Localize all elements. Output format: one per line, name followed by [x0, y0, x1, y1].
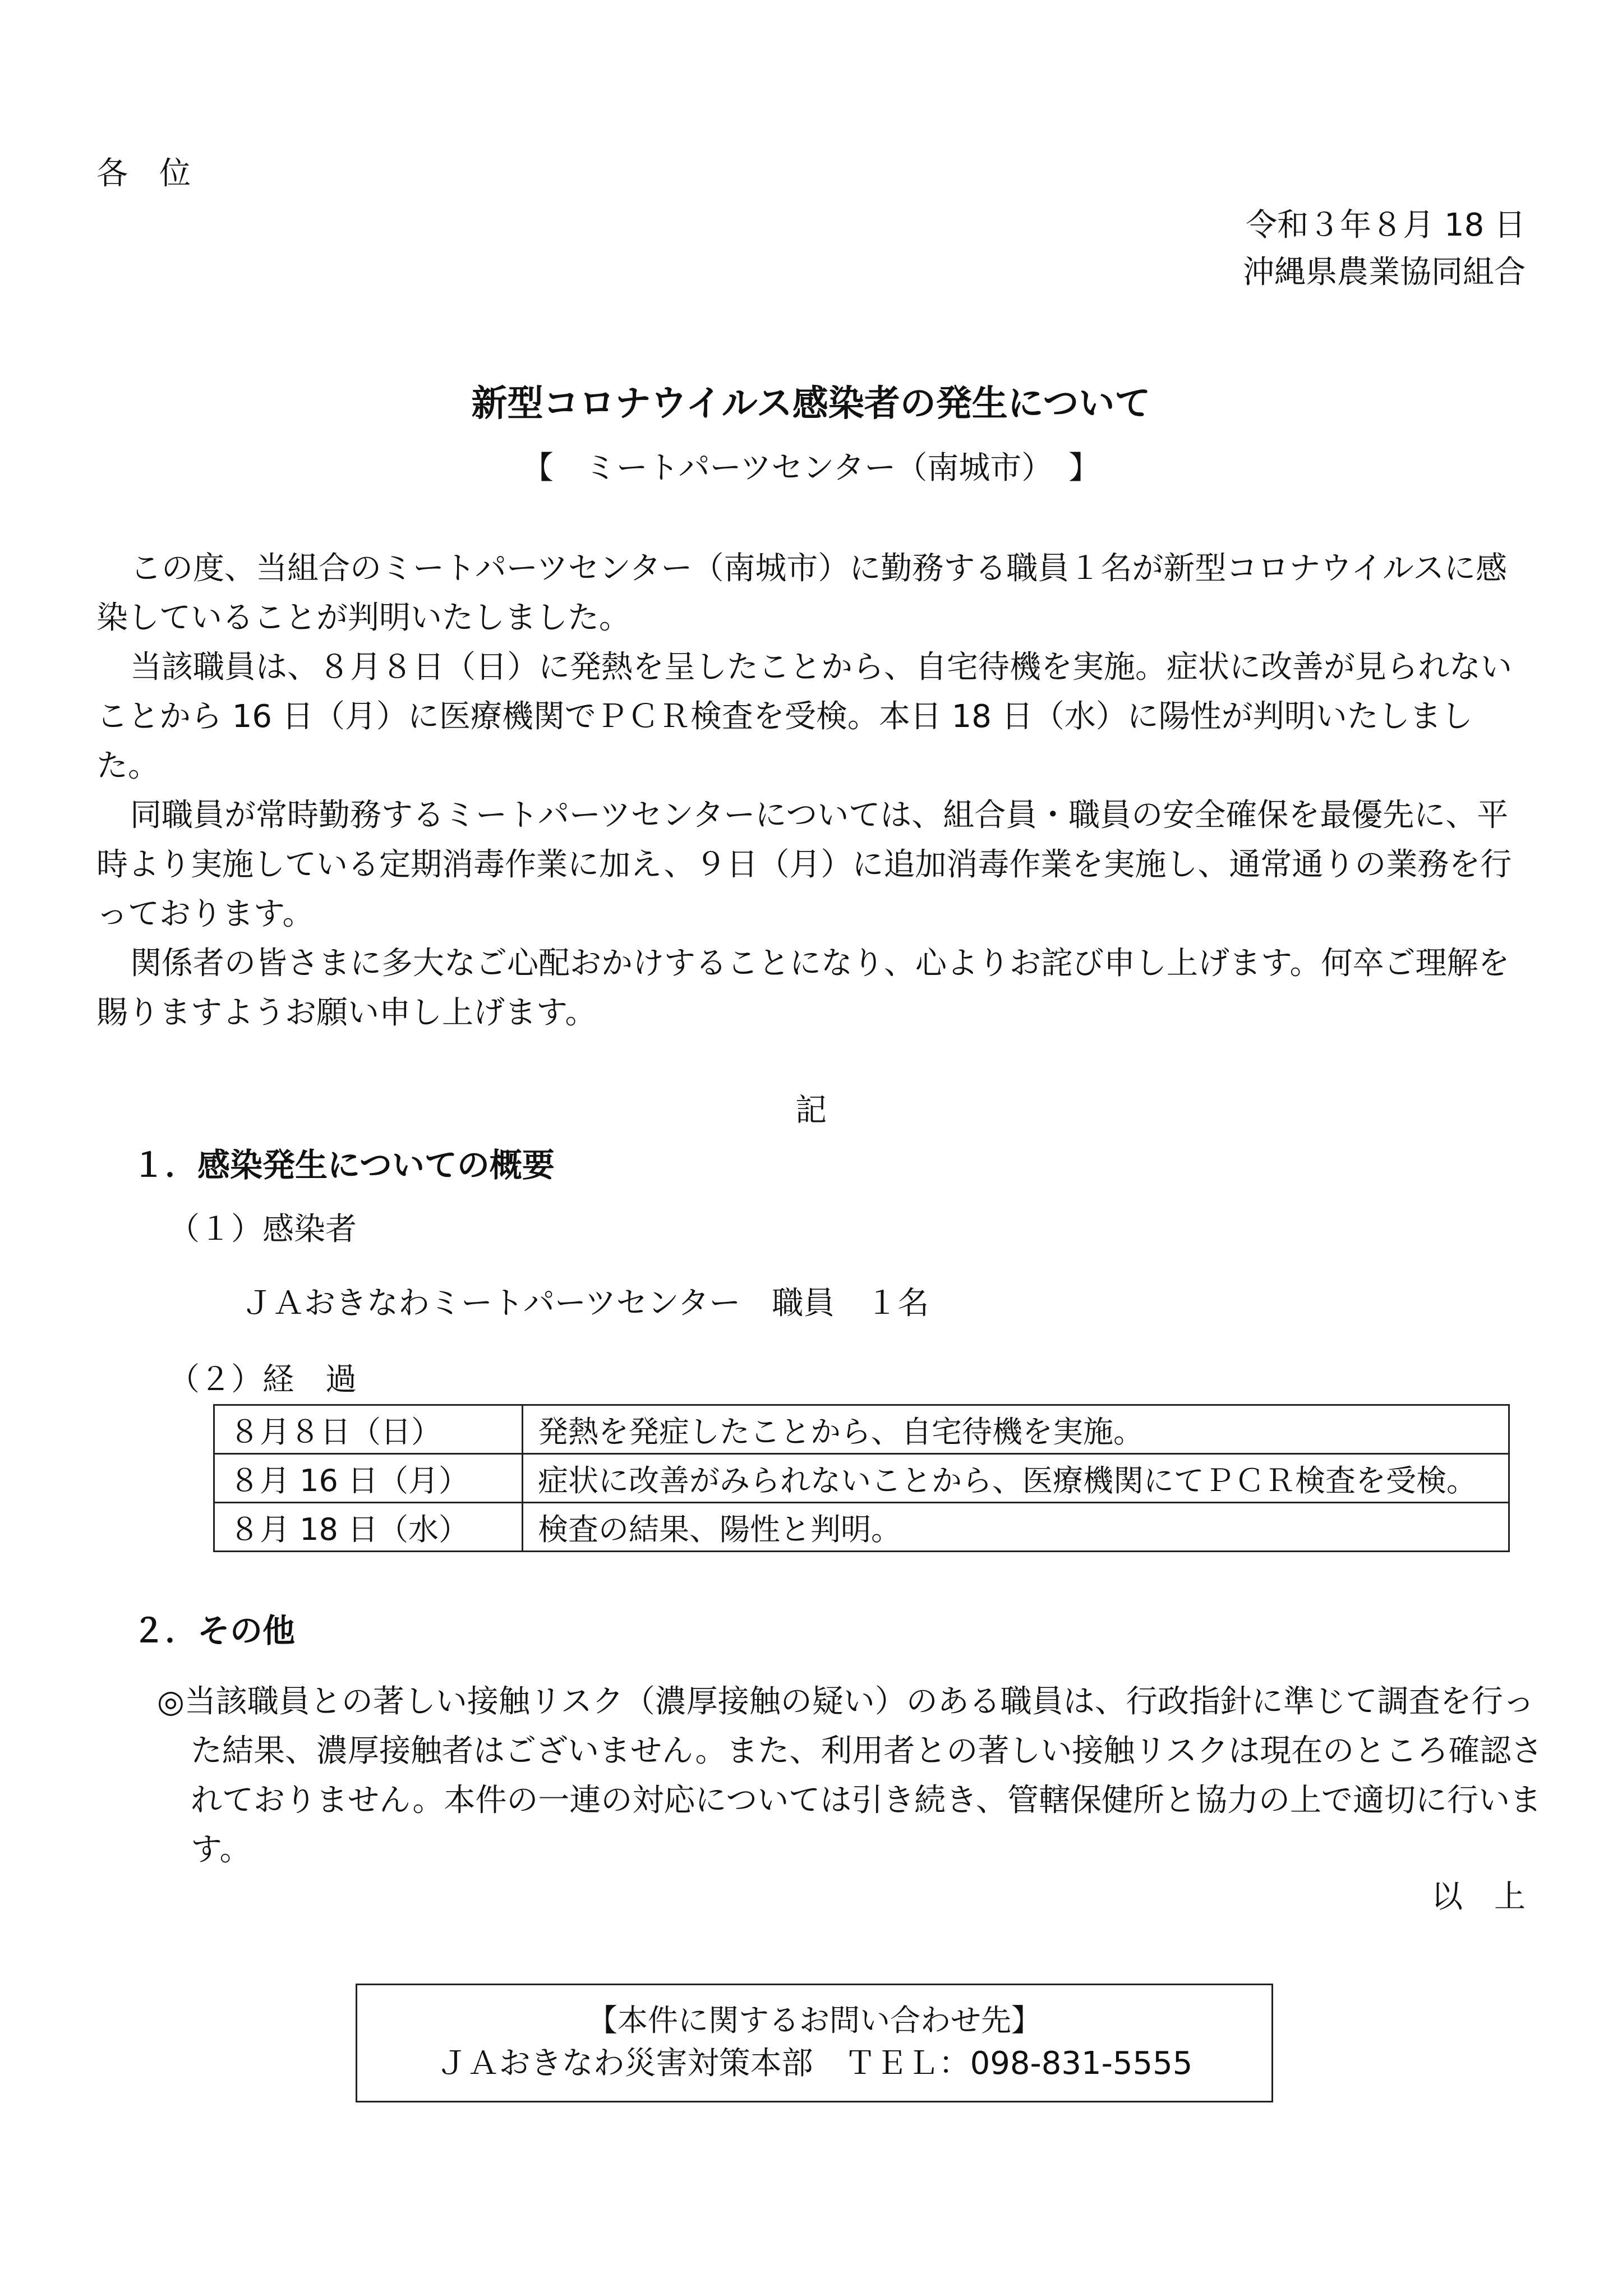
- table-row: [214, 1454, 1509, 1503]
- document-subtitle: 【 ミートパーツセンター（南城市） 】: [522, 450, 1100, 486]
- document-title: 新型コロナウイルス感染者の発生について: [471, 383, 1151, 425]
- timeline-date: ８月 16 日（月）: [214, 1454, 523, 1503]
- timeline-event: 発熱を発症したことから、自宅待機を実施。: [523, 1405, 1509, 1454]
- body-paragraph-4: 関係者の皆さまに多大なご心配おかけすることになり、心よりお詫び申し上げます。何卒ご理解を賜りますようお願い申し上げます。: [96, 945, 1510, 1031]
- ki-marker: 記: [795, 1092, 827, 1129]
- body-paragraph-3: 同職員が常時勤務するミートパーツセンターについては、組合員・職員の安全確保を最優先に、平時より実施している定期消毒作業に加え、９日（月）に追加消毒作業を実施し、通常通りの業務を行っております。: [96, 797, 1512, 932]
- contact-label: 【本件に関するお問い合わせ先】: [587, 2003, 1042, 2038]
- section2-heading: ２．その他: [132, 1612, 296, 1650]
- sender-organization: 沖縄県農業協同組合: [1243, 254, 1526, 291]
- addressee: 各 位: [96, 155, 191, 192]
- contact-box: [356, 1984, 1273, 2102]
- table-row: [214, 1405, 1509, 1454]
- timeline-date: ８月 18 日（水）: [214, 1503, 523, 1552]
- closing-mark: 以 上: [1431, 1879, 1526, 1915]
- table-row: [214, 1503, 1509, 1552]
- contact-text: ＪＡおきなわ災害対策本部 ＴＥＬ：098-831-5555: [436, 2045, 1193, 2082]
- timeline-label: （２）経 過: [168, 1361, 357, 1398]
- issue-date: 令和３年８月 18 日: [1246, 207, 1526, 243]
- section2-note: ◎当該職員との著しい接触リスク（濃厚接触の疑い）のある職員は、行政指針に準じて調査を行った結果、濃厚接触者はございません。また、利用者との著しい接触リスクは現在のところ確認されておりません。本件の一連の対応については引き続き、管轄保健所と協力の上で適切に行います。: [157, 1683, 1543, 1868]
- body-paragraph-2: 当該職員は、８月８日（日）に発熱を呈したことから、自宅待機を実施。症状に改善が見られないことから 16 日（月）に医療機関でＰＣＲ検査を受検。本日 18 日（水）に陽性が判明いたしました。: [96, 649, 1512, 784]
- infected-detail: ＪＡおきなわミートパーツセンター 職員 １名: [241, 1285, 929, 1322]
- timeline-event: 検査の結果、陽性と判明。: [523, 1503, 1509, 1552]
- timeline-table: [213, 1404, 1510, 1552]
- timeline-event: 症状に改善がみられないことから、医療機関にてＰＣＲ検査を受検。: [523, 1454, 1509, 1503]
- infected-label: （１）感染者: [168, 1211, 357, 1248]
- section1-heading: １．感染発生についての概要: [132, 1146, 555, 1184]
- timeline-date: ８月８日（日）: [214, 1405, 523, 1454]
- body-paragraph-1: この度、当組合のミートパーツセンター（南城市）に勤務する職員１名が新型コロナウイルスに感染していることが判明いたしました。: [96, 550, 1508, 636]
